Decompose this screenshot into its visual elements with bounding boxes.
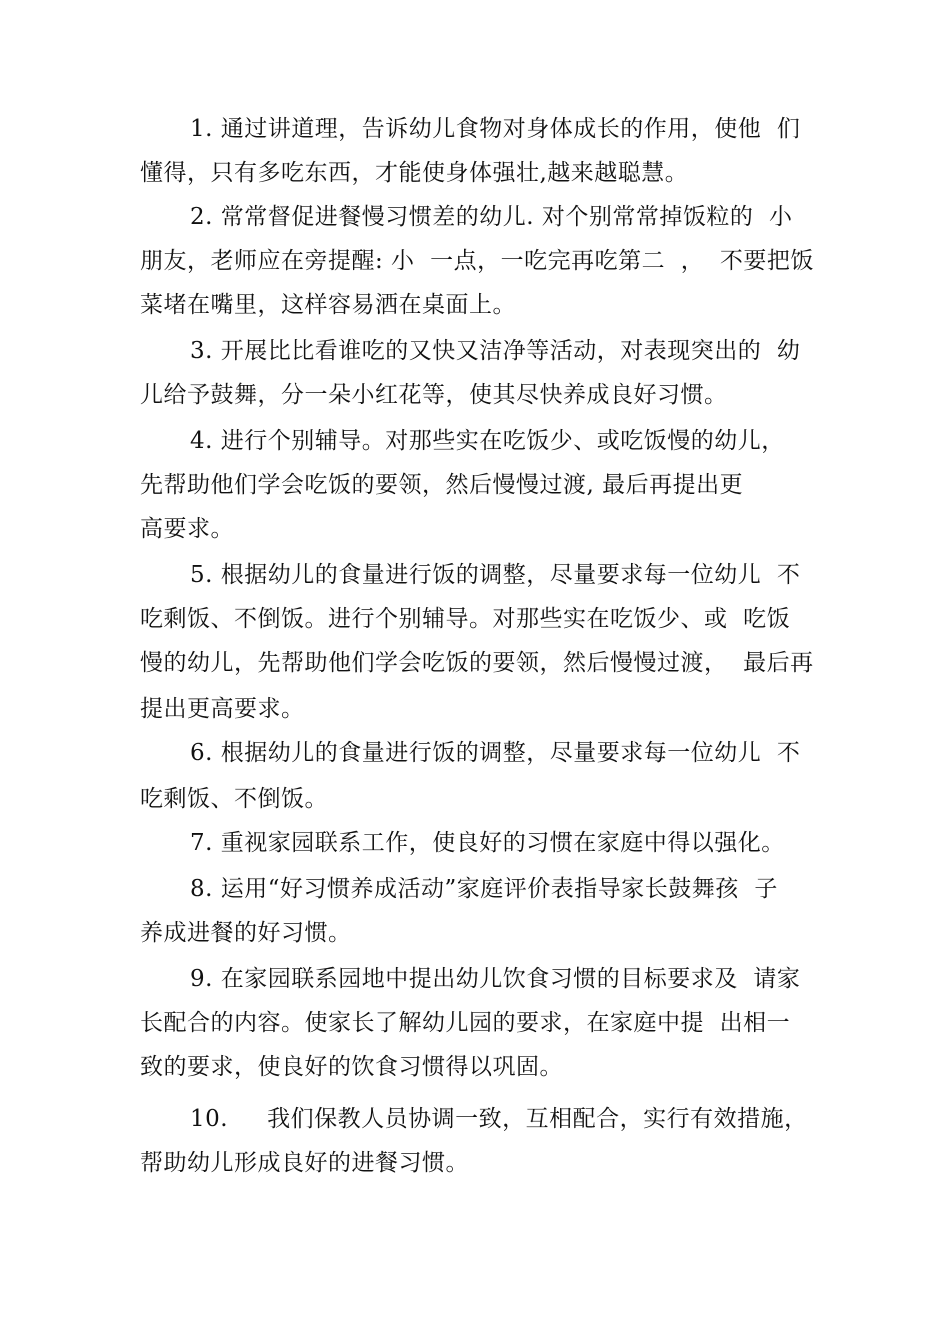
text-line: 致的要求，使良好的饮食习惯得以巩固。 [140, 1054, 563, 1080]
text-line: 8. 运用“好习惯养成活动”家庭评价表指导家长鼓舞孩 子 [190, 876, 778, 902]
text-line: 7. 重视家园联系工作，使良好的习惯在家庭中得以强化。 [190, 830, 785, 856]
text-line: 高要求。 [140, 516, 234, 542]
text-line: 养成进餐的好习惯。 [140, 920, 352, 946]
text-line: 3. 开展比比看谁吃的又快又洁净等活动，对表现突出的 幼 [190, 338, 801, 364]
text-line: 2. 常常督促进餐慢习惯差的幼儿. 对个别常常掉饭粒的 小 [190, 204, 793, 230]
text-line: 吃剩饭、不倒饭。 [140, 786, 328, 812]
text-line: 1. 通过讲道理，告诉幼儿食物对身体成长的作用，使他 们 [190, 116, 801, 142]
text-line: 9. 在家园联系园地中提出幼儿饮食习惯的目标要求及 请家 [190, 966, 801, 992]
text-line: 慢的幼儿，先帮助他们学会吃饭的要领，然后慢慢过渡， 最后再 [140, 650, 814, 676]
text-line: 朋友，老师应在旁提醒: 小 一点，一吃完再吃第二 ， 不要把饭 [140, 248, 814, 274]
text-line: 吃剩饭、不倒饭。进行个别辅导。对那些实在吃饭少、或 吃饭 [140, 606, 791, 632]
text-line: 先帮助他们学会吃饭的要领，然后慢慢过渡, 最后再提出更 [140, 472, 744, 498]
text-line: 帮助幼儿形成良好的进餐习惯。 [140, 1150, 469, 1176]
text-line: 4. 进行个别辅导。对那些实在吃饭少、或吃饭慢的幼儿， [190, 428, 785, 454]
text-line: 菜堵在嘴里，这样容易洒在桌面上。 [140, 292, 516, 318]
text-line: 10. 我们保教人员协调一致，互相配合，实行有效措施， [190, 1106, 808, 1132]
text-line: 5. 根据幼儿的食量进行饭的调整，尽量要求每一位幼儿 不 [190, 562, 801, 588]
text-line: 长配合的内容。使家长了解幼儿园的要求，在家庭中提 出相一 [140, 1010, 791, 1036]
text-line: 儿给予鼓舞，分一朵小红花等，使其尽快养成良好习惯。 [140, 382, 728, 408]
text-line: 提出更高要求。 [140, 696, 305, 722]
text-line: 6. 根据幼儿的食量进行饭的调整，尽量要求每一位幼儿 不 [190, 740, 801, 766]
text-line: 懂得，只有多吃东西，才能使身体强壮,越来越聪慧。 [140, 160, 689, 186]
